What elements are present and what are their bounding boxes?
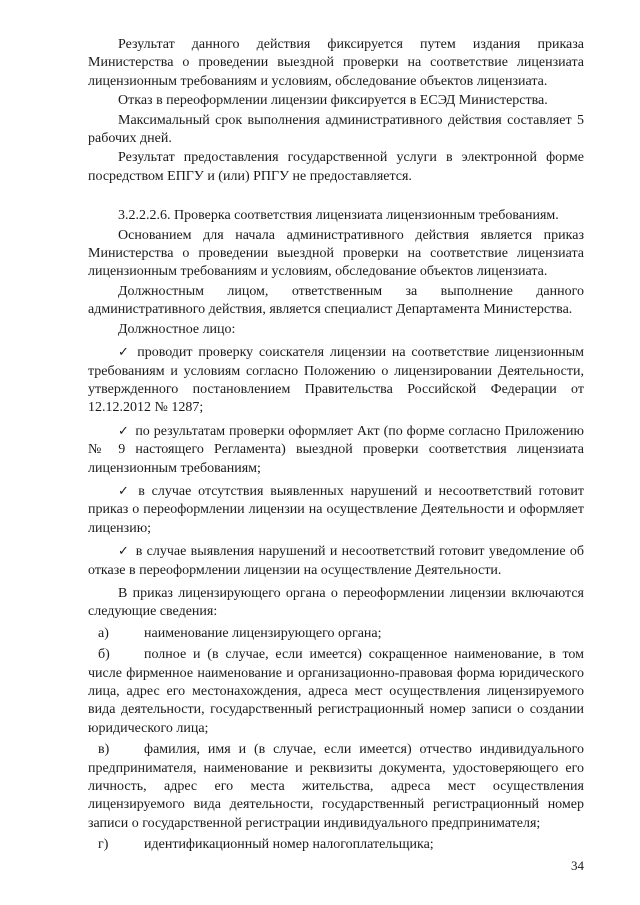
list-marker: в)	[98, 742, 110, 758]
list-item	[88, 625, 584, 643]
checkmark-icon: ✓	[118, 423, 130, 439]
paragraph-electronic-result: Результат предоставления государственной услуги в электронной форме посредством ЕПГУ и (или) РПГУ не предоставляется.	[88, 150, 584, 184]
paragraph-result-order: Результат данного действия фиксируется путем издания приказа Министерства о проведении выездной проверки на соответствие лицензиата лицензионным требованиям и условиям, обследование объектов лицензиата.	[88, 37, 584, 89]
paragraph-max-term: Максимальный срок выполнения административного действия составляет 5 рабочих дней.	[88, 112, 584, 147]
document-page	[88, 36, 584, 855]
list-item-text: фамилия, имя и (в случае, если имеется) отчество индивидуального предпринимателя, наименование и реквизиты документа, удостоверяющего его личность, адрес его места жительства, адреса мест осуществления лицензируемого вида деятельности, государственный регистрационный номер записи о государственной регистрации индивидуального предпринимателя;	[88, 742, 584, 831]
list-item	[88, 836, 584, 854]
check-item-text: проводит проверку соискателя лицензии на соответствие лицензионным требованиям и условиям согласно Положению о лицензировании Деятельности, утвержденного постановлением Правительства Российской Федерации от 12.12.2012 № 1287;	[88, 345, 584, 416]
list-item-text: полное и (в случае, если имеется) сокращенное наименование, в том числе фирменное наименование и организационно-правовая форма юридического лица, адрес его местонахождения, адреса мест осуществления лицензируемого вида деятельности, государственный регистрационный номер записи о создании юридического лица;	[88, 647, 584, 736]
list-item-text: идентификационный номер налогоплательщика;	[144, 837, 434, 853]
list-marker: а)	[98, 625, 109, 641]
list-item	[88, 741, 584, 833]
paragraph-order-intro: В приказ лицензирующего органа о переоформлении лицензии включаются следующие сведения:	[88, 585, 584, 620]
check-item	[88, 543, 584, 580]
section-heading: 3.2.2.2.6. Проверка соответствия лицензиата лицензионным требованиям.	[118, 208, 559, 224]
checkmark-icon: ✓	[118, 544, 130, 560]
list-marker: г)	[98, 837, 109, 853]
check-item-text: по результатам проверки оформляет Акт (по форме согласно Приложению № 9 настоящего Регламента) выездной проверки соответствия лицензиата лицензионным требованиям;	[88, 423, 584, 476]
list-item	[88, 646, 584, 738]
paragraph-basis: Основанием для начала административного действия является приказ Министерства о проведении выездной проверки на соответствие лицензиата лицензионным требованиям и условиям, обследование объектов лицензиата.	[88, 227, 584, 280]
paragraph-official-intro: Должностное лицо:	[118, 321, 236, 337]
checkmark-icon: ✓	[118, 483, 133, 499]
paragraph-refusal: Отказ в переоформлении лицензии фиксируется в ЕСЭД Министерства.	[118, 93, 548, 109]
page-number: 34	[571, 858, 584, 873]
list-marker: б)	[98, 647, 110, 663]
check-item	[88, 344, 584, 418]
check-item	[88, 483, 584, 538]
list-item-text: наименование лицензирующего органа;	[144, 625, 382, 641]
check-item-text: в случае отсутствия выявленных нарушений и несоответствий готовит приказ о переоформлении лицензии на осуществление Деятельности и оформляет лицензию;	[88, 483, 584, 536]
paragraph-responsible: Должностным лицом, ответственным за выполнение данного административного действия, является специалист Департамента Министерства.	[88, 283, 584, 318]
check-item	[88, 423, 584, 478]
check-item-text: в случае выявления нарушений и несоответствий готовит уведомление об отказе в переоформлении лицензии на осуществление Деятельности.	[88, 544, 584, 578]
checkmark-icon: ✓	[118, 345, 132, 361]
